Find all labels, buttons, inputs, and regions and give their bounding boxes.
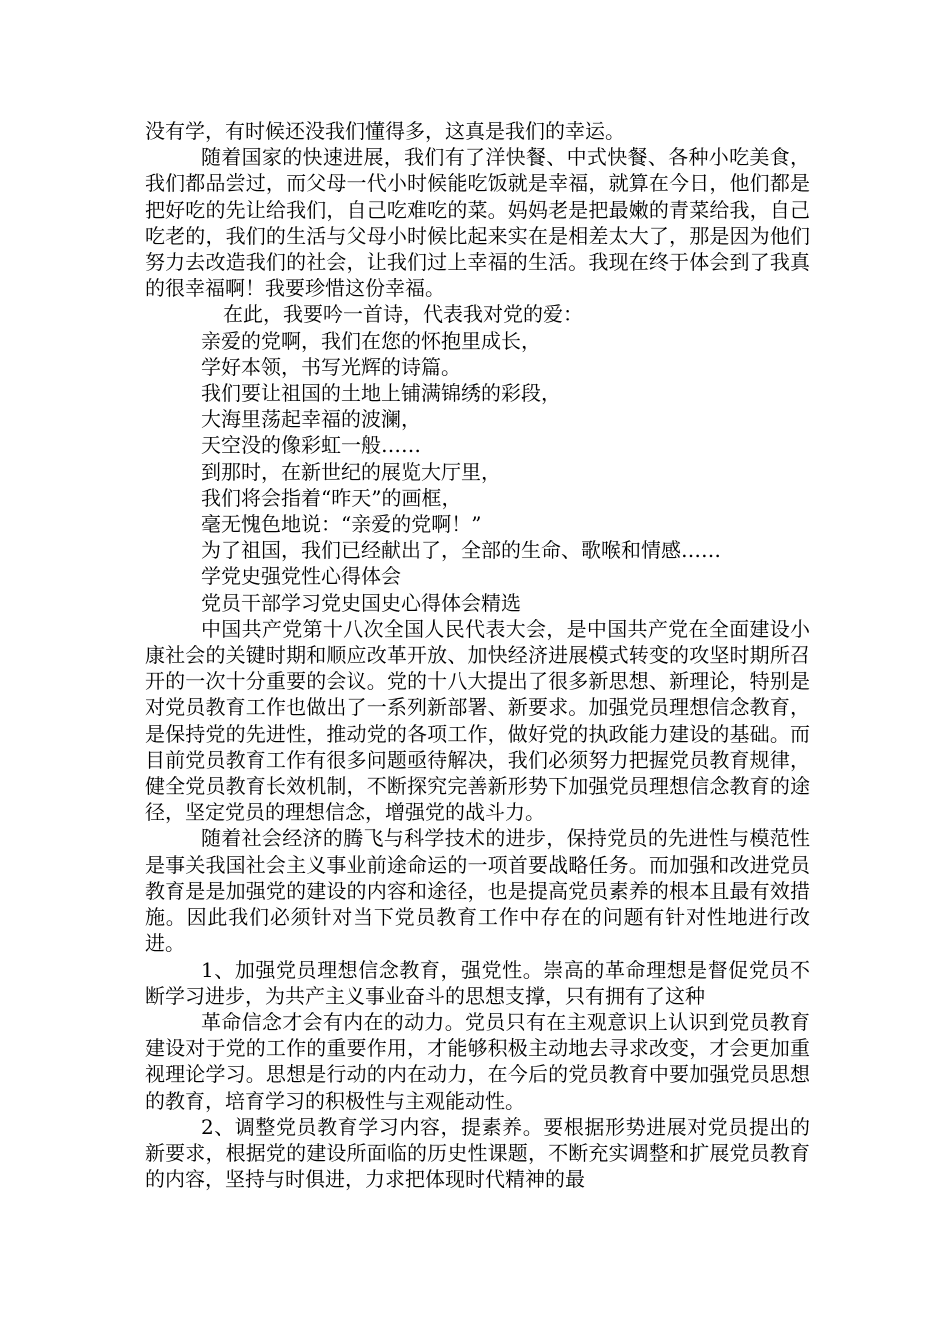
- section-title: 学党史强党性心得体会: [201, 564, 401, 589]
- paragraph: 随着国家的快速进展，我们有了洋快餐、中式快餐、各种小吃美食，我们都品尝过，而父母一代小时候能吃饭就是幸福，就算在今日，他们都是把好吃的先让给我们，自己吃难吃的菜。妈妈老是把最嫩的青菜给我，自己吃老的，我们的生活与父母小时候比起来实在是相差太大了，那是因为他们努力去改造我们的社会，让我们过上幸福的生活。我现在终于体会到了我真的很幸福啊！我要珍惜这份幸福。: [145, 145, 810, 301]
- poem-line: 大海里荡起幸福的波澜，: [201, 407, 421, 432]
- document-page: [145, 118, 810, 1192]
- paragraph: 2、调整党员教育学习内容，提素养。要根据形势进展对党员提出的新要求，根据党的建设所面临的历史性课题，不断充实调整和扩展党员教育的内容，坚持与时俱进，力求把体现时代精神的最: [145, 1114, 810, 1192]
- poem-intro: 在此，我要吟一首诗，代表我对党的爱：: [223, 302, 583, 327]
- poem-line: 为了祖国，我们已经献出了，全部的生命、歌喉和情感……: [201, 538, 721, 563]
- paragraph: 革命信念才会有内在的动力。党员只有在主观意识上认识到党员教育建设对于党的工作的重要作用，才能够积极主动地去寻求改变，才会更加重视理论学习。思想是行动的内在动力，在今后的党员教育中要加强党员思想的教育，培育学习的积极性与主观能动性。: [145, 1009, 810, 1113]
- poem-line: 我们要让祖国的土地上铺满锦绣的彩段，: [201, 381, 561, 406]
- poem-line: 亲爱的党啊，我们在您的怀抱里成长，: [201, 328, 541, 353]
- section-subtitle: 党员干部学习党史国史心得体会精选: [201, 590, 521, 615]
- paragraph: 中国共产党第十八次全国人民代表大会，是中国共产党在全面建设小康社会的关键时期和顺应改革开放、加快经济进展模式转变的攻坚时期所召开的一次十分重要的会议。党的十八大提出了很多新思想、新理论，特别是对党员教育工作也做出了一系列新部署、新要求。加强党员理想信念教育，是保持党的先进性，推动党的各项工作，做好党的执政能力建设的基础。而目前党员教育工作有很多问题亟待解决，我们必须努力把握党员教育规律，健全党员教育长效机制，不断探究完善新形势下加强党员理想信念教育的途径，坚定党员的理想信念，增强党的战斗力。: [145, 616, 810, 825]
- paragraph: 随着社会经济的腾飞与科学技术的进步，保持党员的先进性与模范性是事关我国社会主义事业前途命运的一项首要战略任务。而加强和改进党员教育是是加强党的建设的内容和途径，也是提高党员素养的根本且最有效措施。因此我们必须针对当下党员教育工作中存在的问题有针对性地进行改进。: [145, 826, 810, 956]
- poem-line: 毫无愧色地说：“亲爱的党啊！”: [201, 512, 482, 537]
- paragraph: 没有学，有时候还没我们懂得多，这真是我们的幸运。: [145, 119, 625, 143]
- paragraph: 1、加强党员理想信念教育，强党性。崇高的革命理想是督促党员不断学习进步，为共产主义事业奋斗的思想支撑，只有拥有了这种: [145, 957, 810, 1008]
- poem-line: 我们将会指着“昨天”的画框，: [201, 485, 462, 510]
- poem-line: 到那时，在新世纪的展览大厅里，: [201, 459, 501, 484]
- poem-line: 天空没的像彩虹一般……: [201, 433, 421, 458]
- poem-line: 学好本领，书写光辉的诗篇。: [201, 354, 461, 379]
